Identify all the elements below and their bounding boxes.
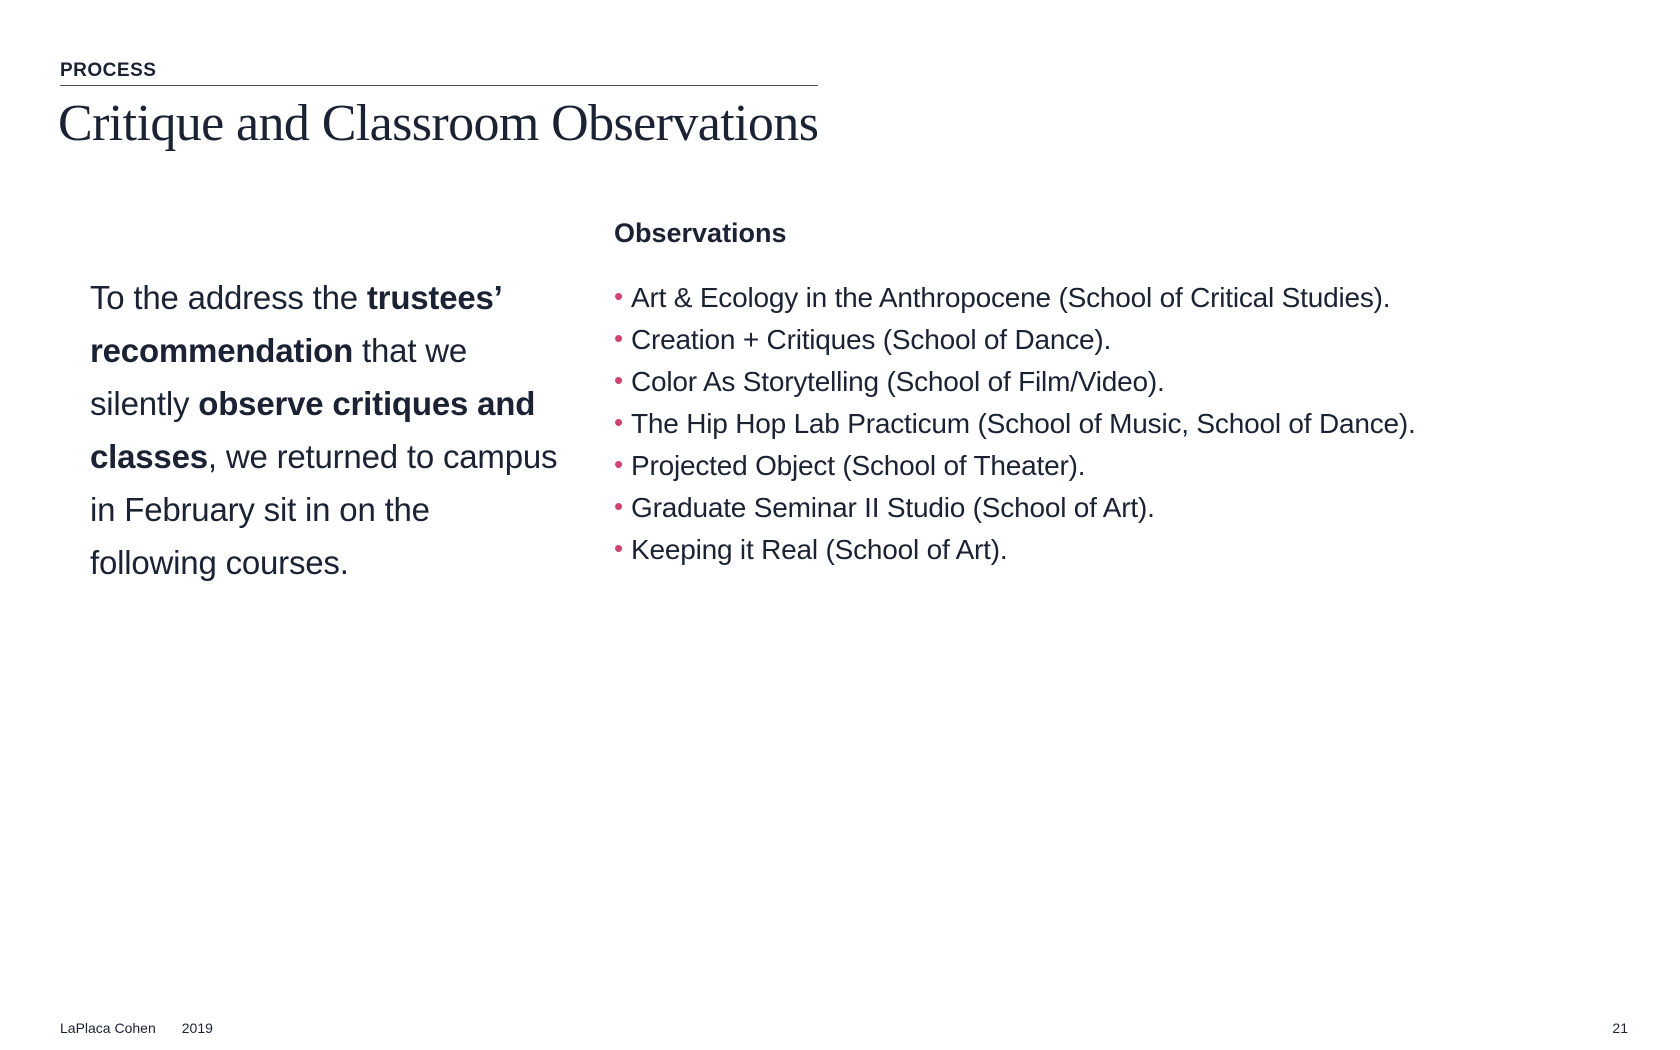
observation-text: Projected Object (School of Theater).: [631, 450, 1086, 481]
footer-credits: [60, 1020, 213, 1036]
bullet-icon: •: [614, 491, 623, 521]
intro-text: To the address the: [90, 279, 367, 316]
list-item: [614, 319, 1416, 361]
intro-emphasis: trustees’ recommendation: [90, 279, 501, 369]
list-item: [614, 529, 1416, 571]
page-number: 21: [1612, 1020, 1628, 1036]
footer-year: 2019: [181, 1020, 213, 1036]
list-item: [614, 277, 1416, 319]
intro-paragraph: [90, 271, 560, 589]
list-item: [614, 403, 1416, 445]
footer-brand: LaPlaca Cohen: [60, 1020, 156, 1036]
bullet-icon: •: [614, 281, 623, 311]
intro-text: that we silently: [90, 332, 468, 422]
bullet-icon: •: [614, 533, 623, 563]
bullet-icon: •: [614, 407, 623, 437]
observation-text: Creation + Critiques (School of Dance).: [631, 324, 1112, 355]
observation-text: Keeping it Real (School of Art).: [631, 534, 1008, 565]
observations-heading: Observations: [614, 218, 787, 248]
bullet-icon: •: [614, 323, 623, 353]
observation-text: Color As Storytelling (School of Film/Video).: [631, 366, 1165, 397]
list-item: [614, 487, 1416, 529]
bullet-icon: •: [614, 365, 623, 395]
list-item: [614, 361, 1416, 403]
observations-list: [614, 277, 1416, 571]
section-label: PROCESS: [60, 60, 157, 81]
intro-text: , we returned to campus in February sit in on the following courses.: [90, 438, 558, 581]
observation-text: Graduate Seminar II Studio (School of Art).: [631, 492, 1155, 523]
bullet-icon: •: [614, 449, 623, 479]
intro-emphasis: observe critiques and classes: [90, 385, 536, 475]
list-item: [614, 445, 1416, 487]
section-divider: [60, 85, 818, 86]
observation-text: The Hip Hop Lab Practicum (School of Music, School of Dance).: [631, 408, 1416, 439]
observation-text: Art & Ecology in the Anthropocene (School of Critical Studies).: [631, 282, 1391, 313]
slide-title: Critique and Classroom Observations: [58, 95, 819, 152]
